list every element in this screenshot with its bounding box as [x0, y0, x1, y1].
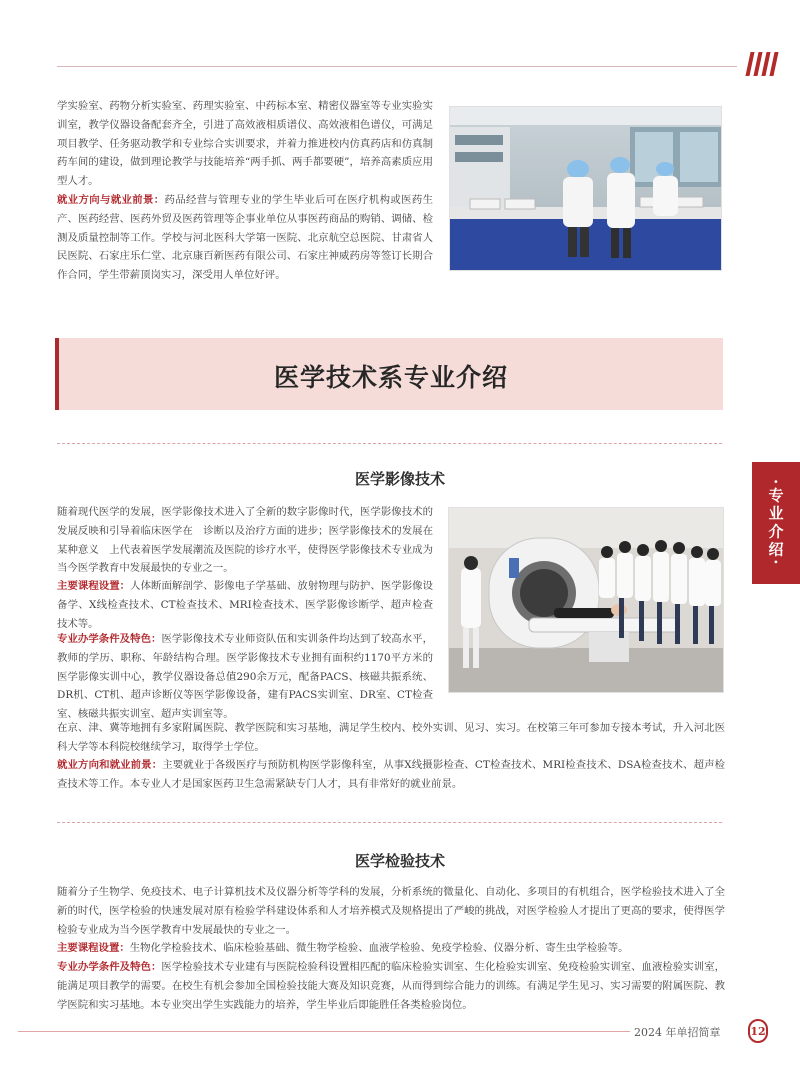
- divider: [57, 443, 722, 444]
- imaging-employment-key: 就业方向和就业前景：: [57, 759, 163, 771]
- imaging-intro-text: 随着现代医学的发展，医学影像技术进入了全新的数字影像时代，医学影像技术的发展反映和引导着临床医学在 诊断以及治疗方面的进步；医学影像技术的发展在某种意义 上代表着医学发展潮流及医院的诊疗水平，使得医学影像技术专业成为当今医学教育中发展最快的专业之一。: [57, 506, 433, 575]
- lab-courses-text: 生物化学检验技术、临床检验基础、微生物学检验、血液学检验、免疫学检验、仪器分析、寄生虫学检验等。: [129, 942, 629, 954]
- imaging-conditions-key: 专业办学条件及特色：: [57, 633, 162, 645]
- imaging-courses: [57, 577, 433, 633]
- section-title-lab: 医学检验技术: [354, 852, 445, 870]
- footer-rule: [18, 1031, 630, 1032]
- imaging-intro: [57, 503, 433, 578]
- imaging-courses-text: 人体断面解剖学、影像电子学基础、放射物理与防护、医学影像设备学、X线检查技术、CT检查技术、MRI检查技术、医学影像诊断学、超声检查技术等。: [57, 580, 434, 630]
- lab-conditions: [57, 958, 725, 1014]
- lab-courses: [57, 939, 725, 958]
- imaging-employment: [57, 756, 725, 794]
- lab-intro-text: 随着分子生物学、免疫技术、电子计算机技术及仪器分析等学科的发展，分析系统的微量化、自动化、多项目的有机组合，医学检验技术进入了全新的时代，医学检验的快速发展对原有检验学科建设体系和人才培养模式及规格提出了严峻的挑战，对医学检验人才提出了更高的要求，使得医学检验专业成为当今医学教育中发展最快的专业之一。: [57, 886, 725, 936]
- header-bars-decoration: [748, 52, 776, 76]
- divider: [57, 822, 722, 823]
- department-title: 医学技术系专业介绍: [273, 363, 508, 392]
- section-title-imaging: 医学影像技术: [354, 470, 445, 488]
- side-tab-label: ·专业介绍·: [752, 462, 800, 584]
- intro-employment-key: 就业方向与就业前景：: [57, 194, 165, 206]
- imaging-conditions-cont-text: 在京、津、冀等地拥有多家附属医院、教学医院和实习基地，满足学生校内、校外实训、见习、实习。在校第三年可参加专接本考试，升入河北医科大学等本科院校继续学习，取得学士学位。: [57, 722, 725, 753]
- intro-paragraph: [57, 97, 433, 191]
- lab-courses-key: 主要课程设置：: [57, 942, 130, 954]
- intro-employment-text: 药品经营与管理专业的学生毕业后可在医疗机构或医药生产、医药经营、医药外贸及医药管理等企事业单位从事医药商品的购销、调储、检测及质量控制等工作。学校与河北医科大学第一医院、北京航空总医院、甘肃省人民医院、石家庄乐仁堂、北京康百新医药有限公司、石家庄神威药房等签订长期合作合同，学生带薪顶岗实习，深受用人单位好评。: [57, 194, 433, 282]
- pharmacy-lab-photo: [449, 106, 722, 271]
- imaging-courses-key: 主要课程设置：: [57, 580, 131, 592]
- ct-scanner-photo: [448, 507, 724, 693]
- header-rule: [57, 66, 737, 67]
- intro-employment: [57, 191, 433, 285]
- intro-text: 学实验室、药物分析实验室、药理实验室、中药标本室、精密仪器室等专业实验实训室，教学仪器设备配套齐全，引进了高效液相质谱仪、高效液相色谱仪，可满足项目教学、任务驱动教学和专业综合实训要求，并着力推进校内仿真药店和仿真制药车间的建设，做到理论教学与技能培养“两手抓、两手都要硬”，培养高素质应用型人才。: [57, 100, 433, 188]
- lab-conditions-key: 专业办学条件及特色：: [57, 961, 162, 973]
- footer-title: 2024 年单招简章: [634, 1026, 721, 1039]
- imaging-conditions-cont: [57, 719, 725, 757]
- imaging-conditions-text: 医学影像技术专业师资队伍和实训条件均达到了较高水平，教师的学历、职称、年龄结构合理。医学影像技术专业拥有面积约1170平方米的医学影像实训中心，教学仪器设备总值290余万元，配备PACS、核磁共振系统、DR机、CT机、超声诊断仪等医学影像设备，建有PACS实训室、DR室、CT检查室、核磁共振实训室、超声实训室等。: [57, 633, 434, 721]
- imaging-conditions: [57, 630, 433, 724]
- lab-conditions-text: 医学检验技术专业建有与医院检验科设置相匹配的临床检验实训室、生化检验实训室、免疫检验实训室、血液检验实训室，能满足项目教学的需要。在校生有机会参加全国检验技能大赛及知识竞赛，从而得到综合能力的训练。有满足学生见习、实习需要的附属医院、教学医院和实习基地。本专业突出学生实践能力的培养，学生毕业后即能胜任各类检验岗位。: [57, 961, 726, 1011]
- page-number: 12: [748, 1019, 768, 1043]
- lab-intro: [57, 883, 725, 939]
- imaging-employment-text: 主要就业于各级医疗与预防机构医学影像科室，从事X线摄影检查、CT检查技术、MRI检查技术、DSA检查技术、超声检查技术等工作。本专业人才是国家医药卫生急需紧缺专门人才，具有非常好的就业前景。: [57, 759, 726, 790]
- department-banner: [55, 338, 723, 410]
